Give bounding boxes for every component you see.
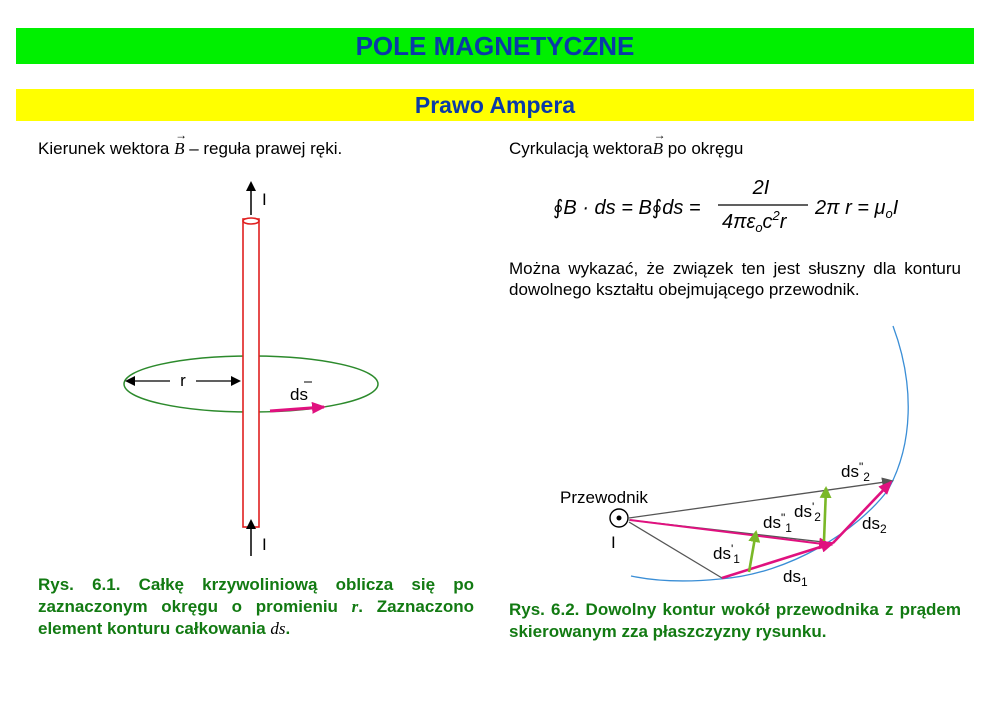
figure-6-2-caption: Rys. 6.2. Dowolny kontur wokół przewodnika z prądem skierowanym zza płaszczyzny rysunku. <box>509 600 961 641</box>
formula-lhs: ∮B · ds = B∮ds = <box>553 197 701 219</box>
label-ds2-prime: $ds'_2$ <box>794 500 821 524</box>
caption-left-ds: ds <box>270 619 286 638</box>
caption-left-mid: . Zaznaczono element konturu całkowania <box>38 597 474 638</box>
figure-6-1-caption <box>38 574 474 640</box>
formula-numerator: 2I <box>752 177 770 199</box>
ds-arrow <box>270 407 324 411</box>
right-paragraph: Można wykazać, że związek ten jest słuszny dla konturu dowolnego kształtu obejmującego przewodnik. <box>509 259 961 299</box>
page-title: POLE MAGNETYCZNE <box>16 28 974 64</box>
caption-left-r: r <box>351 597 359 616</box>
section-title: Prawo Ampera <box>16 89 974 121</box>
conductor-dot <box>617 516 622 521</box>
figure-6-2 <box>560 326 908 589</box>
label-ds1: $ds_1$ <box>783 567 808 589</box>
right-intro-prefix: Cyrkulacją wektora <box>509 139 653 158</box>
label-ds1-double: $ds^"_1$ <box>763 511 792 535</box>
arbitrary-contour <box>631 326 908 581</box>
figure-6-1 <box>124 183 378 556</box>
fig2-labels <box>713 460 887 589</box>
left-intro-suffix: – reguła prawej ręki. <box>184 139 343 158</box>
ds-label: ds <box>290 385 308 404</box>
right-intro-suffix: po okręgu <box>663 139 744 158</box>
ds1-prime-arrow <box>749 532 756 572</box>
formula-denominator: $4\pi\varepsilon_oc^2r$ <box>722 208 787 235</box>
left-intro-vector: → B <box>174 138 184 159</box>
radial-line-3 <box>629 481 892 518</box>
caption-left-prefix: Rys. 6.1. Całkę krzywoliniową oblicza się po zaznaczonym okręgu o promieniu <box>38 575 474 616</box>
left-intro-prefix: Kierunek wektora <box>38 139 175 158</box>
wire-top-end <box>243 218 259 224</box>
ampere-formula <box>553 177 899 235</box>
current-label: I <box>611 533 616 552</box>
ds2-prime-arrow <box>824 488 826 541</box>
caption-left-end: . <box>285 619 291 638</box>
right-intro-vector: → B <box>653 138 663 159</box>
label-ds1-prime: $ds'_1$ <box>713 542 740 566</box>
current-label-top: I <box>262 190 267 209</box>
formula-rhs: 2π $r = \mu_oI$ <box>815 197 899 221</box>
radius-label: r <box>180 371 186 390</box>
wire <box>243 219 259 527</box>
label-ds2-double: $ds^"_2$ <box>841 460 870 484</box>
current-label-bottom: I <box>262 535 267 554</box>
label-ds2: $ds_2$ <box>862 514 887 536</box>
conductor-label: Przewodnik <box>560 488 648 507</box>
